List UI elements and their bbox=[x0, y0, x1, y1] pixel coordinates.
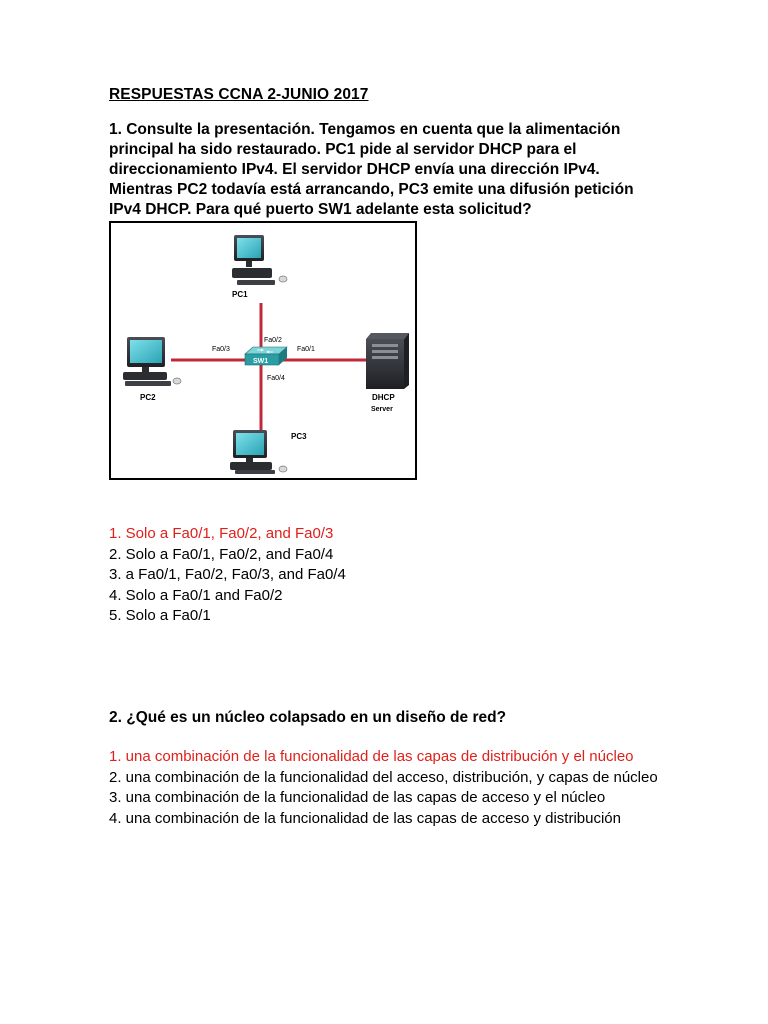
pc1-icon bbox=[232, 235, 287, 285]
answer-option: 4. Solo a Fa0/1 and Fa0/2 bbox=[109, 586, 283, 604]
server-label: Server bbox=[371, 406, 393, 413]
pc1-label: PC1 bbox=[232, 290, 248, 299]
sw1-label: SW1 bbox=[253, 358, 269, 365]
dhcp-label: DHCP bbox=[372, 393, 395, 402]
question-2-text: 2. ¿Qué es un núcleo colapsado en un diseño de red? bbox=[109, 709, 507, 726]
answer-option-correct: 1. Solo a Fa0/1, Fa0/2, and Fa0/3 bbox=[109, 525, 334, 542]
port-fa03-label: Fa0/3 bbox=[212, 346, 230, 353]
port-fa02-label: Fa0/2 bbox=[264, 337, 282, 344]
port-fa01-label: Fa0/1 bbox=[297, 346, 315, 353]
answer-option: 3. a Fa0/1, Fa0/2, Fa0/3, and Fa0/4 bbox=[109, 566, 346, 584]
answer-option: 5. Solo a Fa0/1 bbox=[109, 607, 211, 625]
port-fa04-label: Fa0/4 bbox=[267, 375, 285, 382]
network-diagram bbox=[109, 221, 417, 480]
pc2-label: PC2 bbox=[140, 393, 156, 402]
question-1-text: 1. Consulte la presentación. Tengamos en cuenta que la alimentación principal ha sido restaurado. PC1 pide al servidor DHCP para el direccionamiento IPv4. El servidor DHCP envía una dirección IPv4. Mientras PC2 todavía está arrancando, PC3 emite una difusión petición IPv4 DHCP. Para qué puerto SW1 adelante esta solicitud? bbox=[109, 121, 634, 218]
answer-option: 2. una combinación de la funcionalidad del acceso, distribución, y capas de núcleo bbox=[109, 768, 658, 786]
dhcp-server-icon bbox=[366, 333, 409, 389]
pc3-icon bbox=[230, 430, 287, 474]
pc3-label: PC3 bbox=[291, 432, 307, 441]
answer-option: 4. una combinación de la funcionalidad de las capas de acceso y distribución bbox=[109, 809, 621, 827]
question-1-answers bbox=[109, 524, 669, 627]
question-2-answers bbox=[109, 747, 669, 829]
answer-option-correct: 1. una combinación de la funcionalidad de las capas de distribución y el núcleo bbox=[109, 748, 634, 765]
network-diagram-svg bbox=[111, 223, 415, 478]
answer-option: 3. una combinación de la funcionalidad de las capas de acceso y el núcleo bbox=[109, 789, 606, 807]
answer-option: 2. Solo a Fa0/1, Fa0/2, and Fa0/4 bbox=[109, 545, 334, 563]
document-title: RESPUESTAS CCNA 2-JUNIO 2017 bbox=[109, 86, 369, 103]
